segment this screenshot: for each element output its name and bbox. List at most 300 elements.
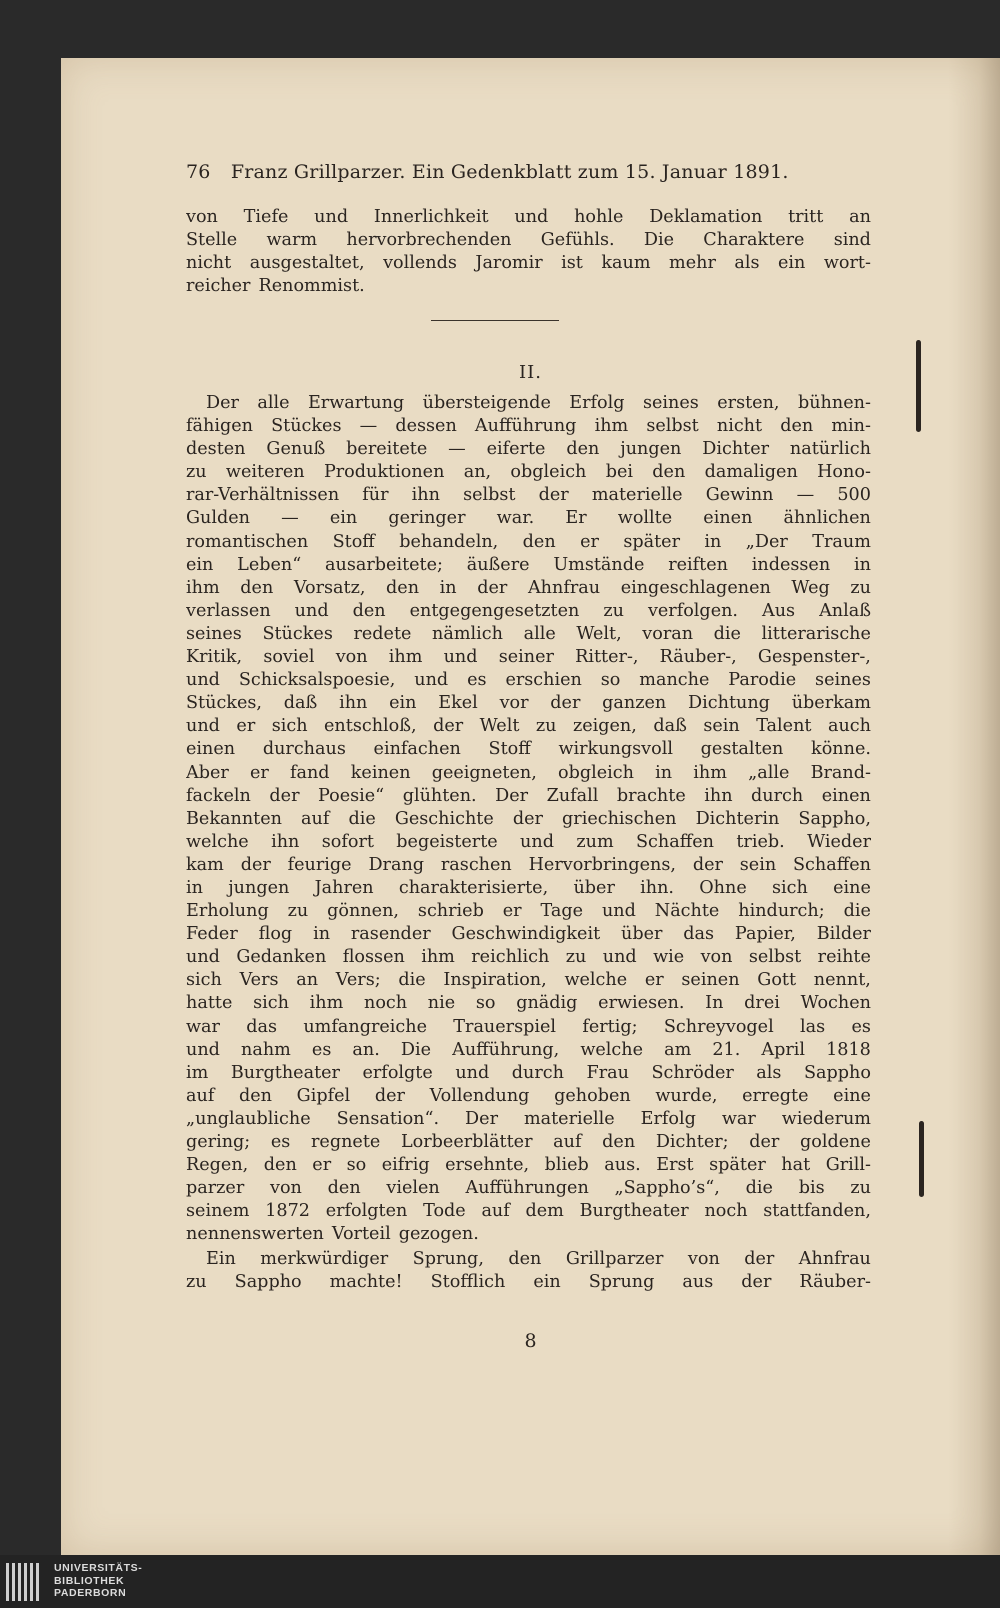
text-line: [186, 577, 871, 600]
word: sind: [833, 230, 871, 251]
word: ihn: [411, 485, 440, 506]
word: —: [359, 416, 378, 437]
word: Vorsatz,: [293, 577, 366, 598]
word: hohle: [574, 207, 624, 227]
word: übersteigende: [422, 393, 551, 413]
text-line: [186, 1085, 871, 1108]
text-line: [186, 692, 871, 715]
word: und: [601, 901, 636, 922]
word: könne.: [811, 739, 871, 760]
word: Stofflich: [430, 1272, 506, 1293]
word: Stelle: [186, 230, 238, 251]
word: aus.: [604, 1155, 641, 1176]
word: gezogen.: [398, 1224, 479, 1245]
word: und: [514, 207, 549, 227]
word: war: [186, 1016, 220, 1037]
word: ihm: [594, 416, 629, 437]
word: so: [475, 993, 496, 1014]
text-line: [186, 923, 871, 946]
word: Geschichte: [394, 808, 494, 829]
word: Dichterin: [695, 808, 780, 829]
word: sofort: [321, 831, 374, 852]
word: als: [734, 253, 760, 274]
signature-mark: 8: [524, 1330, 537, 1352]
word: zu: [287, 901, 309, 922]
word: es: [851, 1016, 871, 1037]
word: so: [346, 1155, 367, 1176]
word: einen: [186, 739, 236, 760]
word: 1818: [826, 1039, 871, 1060]
word: raschen: [440, 854, 512, 875]
word: eine: [833, 1085, 871, 1106]
word: wie: [653, 947, 685, 968]
word: war: [721, 1108, 756, 1129]
text-line: [186, 669, 871, 692]
word: Erholung: [186, 901, 269, 922]
word: ihn: [704, 785, 733, 806]
word: Vers: [239, 970, 279, 991]
word: Vers;: [335, 970, 381, 991]
word: es: [311, 1039, 332, 1060]
text-line: [186, 415, 871, 438]
word: Grill-: [825, 1155, 871, 1176]
word: Stückes: [271, 416, 342, 437]
text-line: [186, 738, 871, 761]
word: nie: [427, 993, 456, 1014]
word: am: [664, 1039, 692, 1060]
word: schrieb: [417, 901, 484, 922]
text-line: [186, 969, 871, 992]
word: ein: [186, 554, 214, 575]
word: Tode: [423, 1201, 466, 1222]
word: Aus: [762, 600, 796, 621]
word: den: [352, 600, 386, 621]
word: zu: [850, 1178, 871, 1199]
word: parzer: [186, 1178, 245, 1199]
word: der: [741, 1272, 772, 1293]
word: den: [240, 577, 274, 598]
word: in: [439, 577, 457, 598]
word: Gipfel: [296, 1085, 351, 1106]
word: und: [294, 600, 329, 621]
word: Der: [206, 393, 239, 413]
word: Gewinn: [705, 485, 774, 506]
word: Erfolg: [640, 1108, 696, 1129]
word: behandeln,: [399, 531, 499, 552]
word: gering;: [186, 1132, 251, 1152]
word: zum: [576, 831, 614, 852]
word: auf: [186, 1085, 215, 1106]
word: Erwartung: [307, 393, 405, 413]
word: er: [236, 716, 256, 737]
word: Nächte: [654, 901, 720, 922]
word: Genuß: [266, 439, 326, 460]
word: bis: [798, 1178, 825, 1199]
word: begeisterte: [396, 831, 498, 852]
paragraph-1: [186, 206, 871, 298]
word: der: [692, 854, 723, 875]
word: rasender: [350, 924, 431, 945]
word: Inspiration,: [443, 970, 547, 991]
word: Aufführung: [474, 416, 577, 437]
word: ihm: [421, 947, 455, 968]
word: den: [263, 1155, 297, 1176]
word: Ahnfrau: [527, 577, 601, 598]
word: nicht: [186, 253, 232, 274]
word: er: [644, 970, 664, 991]
word: der: [512, 808, 543, 829]
word: daß: [653, 716, 687, 737]
word: 500: [837, 485, 871, 506]
word: durch: [751, 785, 804, 806]
word: verfolgen.: [647, 600, 739, 621]
word: redete: [353, 623, 412, 644]
word: alle: [257, 393, 290, 413]
word: ein: [329, 508, 358, 529]
word: Erfolg: [569, 393, 625, 413]
binding-thread-bottom: [919, 1121, 924, 1197]
word: der: [477, 577, 508, 598]
word: Die: [643, 230, 675, 251]
word: Grillparzer: [565, 1249, 664, 1269]
word: in: [853, 554, 871, 575]
word: und: [186, 947, 220, 968]
word: 21.: [712, 1039, 741, 1060]
word: bei: [605, 462, 633, 483]
word: Der: [495, 785, 529, 806]
word: über: [573, 877, 615, 898]
word: gestalten: [700, 739, 784, 760]
word: nennenswerten: [186, 1224, 324, 1245]
word: seines: [815, 670, 871, 691]
word: „alle: [748, 762, 790, 783]
word: kam: [186, 854, 224, 875]
word: Sensation“.: [336, 1108, 440, 1129]
text-line: [186, 1062, 871, 1085]
word: die: [348, 808, 376, 829]
text-line: [186, 600, 871, 623]
text-line: [186, 1271, 871, 1294]
word: sich: [186, 970, 222, 991]
word: natürlich: [789, 439, 871, 460]
word: Gulden: [186, 508, 251, 529]
word: griechischen: [562, 808, 677, 829]
text-line: [186, 785, 871, 808]
word: glühten.: [402, 785, 477, 806]
word: Trauerspiel: [453, 1016, 557, 1037]
text-line: [186, 808, 871, 831]
word: —: [448, 439, 466, 460]
word: hervorbrechenden: [346, 230, 512, 251]
word: von: [270, 1178, 302, 1199]
word: Aber: [186, 762, 229, 783]
word: nicht: [716, 416, 763, 437]
word: von: [186, 207, 218, 227]
library-logo-icon: [6, 1563, 46, 1601]
binding-thread-top: [916, 340, 921, 432]
text-line: [186, 554, 871, 577]
word: Gefühls.: [540, 230, 615, 251]
word: Innerlichkeit: [373, 207, 489, 227]
word: der: [269, 785, 300, 806]
word: ähnlichen: [783, 508, 871, 529]
word: kaum: [601, 253, 651, 274]
word: erschien: [505, 670, 582, 691]
word: wiederum: [781, 1108, 871, 1129]
word: noch: [363, 993, 408, 1014]
word: merkwürdiger: [260, 1249, 389, 1269]
word: erregte: [742, 1085, 809, 1106]
word: der: [240, 854, 271, 875]
word: voran: [642, 623, 694, 644]
word: seiner: [498, 647, 554, 668]
word: Geschwindigkeit: [451, 924, 601, 945]
word: zu: [186, 462, 207, 483]
word: und: [602, 947, 637, 968]
word: aus: [682, 1272, 714, 1293]
word: Burgtheater: [579, 1201, 689, 1222]
text-line: [186, 206, 871, 229]
word: die: [745, 1178, 773, 1199]
word: seinen: [681, 970, 740, 991]
word: Anlaß: [819, 600, 871, 621]
word: reiften: [668, 554, 728, 575]
word: eifrig: [381, 1155, 430, 1176]
word: und: [186, 670, 220, 691]
logo-line-3: PADERBORN: [54, 1587, 127, 1599]
word: Dichter: [702, 439, 770, 460]
word: zu: [850, 577, 871, 598]
text-line: [186, 461, 871, 484]
logo-line-2: BIBLIOTHEK: [54, 1574, 125, 1587]
word: Schaffen: [793, 854, 871, 875]
word: hatte: [186, 993, 233, 1014]
word: feurige: [287, 854, 352, 875]
word: das: [246, 1016, 278, 1037]
text-line: [186, 1016, 871, 1039]
word: ein: [533, 1272, 561, 1293]
word: Leben“: [237, 554, 302, 575]
word: Weg: [791, 577, 830, 598]
word: bereitete: [346, 439, 428, 460]
word: materielle: [523, 1108, 615, 1129]
word: das: [683, 924, 715, 945]
word: ihm: [309, 993, 344, 1014]
word: warm: [266, 230, 318, 251]
word: obgleich: [558, 762, 634, 783]
word: Räuber-: [799, 1272, 871, 1293]
word: Renommist.: [258, 276, 365, 297]
word: Schaffen: [636, 831, 714, 852]
word: eiferte: [486, 439, 546, 460]
word: flog: [258, 924, 293, 945]
word: über: [621, 924, 663, 945]
word: welche: [564, 970, 628, 991]
word: Räuber-,: [659, 647, 737, 668]
word: April: [761, 1039, 806, 1060]
word: Ohne: [699, 877, 747, 898]
word: mehr: [669, 253, 716, 274]
word: stattfanden,: [763, 1201, 871, 1222]
word: der: [433, 716, 464, 737]
word: zu: [186, 1272, 207, 1293]
word: Schreyvogel: [663, 1016, 774, 1037]
word: vollends: [383, 253, 457, 274]
word: Vollendung: [429, 1085, 530, 1106]
word: an.: [352, 1039, 380, 1060]
word: Deklamation: [649, 207, 763, 227]
word: gnädig: [516, 993, 578, 1014]
word: Dichter;: [655, 1132, 729, 1152]
word: und: [455, 1062, 490, 1083]
word: in: [186, 877, 203, 898]
text-line: [186, 762, 871, 785]
word: vielen: [386, 1178, 440, 1199]
word: den: [652, 462, 686, 483]
running-header: [186, 161, 806, 183]
word: der: [744, 1249, 775, 1269]
word: daß: [283, 693, 318, 714]
word: durch: [511, 1062, 564, 1083]
word: später: [623, 531, 681, 552]
word: zu: [535, 716, 557, 737]
word: Sprung: [588, 1272, 655, 1293]
word: Sappho: [803, 1062, 871, 1083]
word: gönnen,: [327, 901, 400, 922]
word: welche: [580, 1039, 644, 1060]
text-line: [186, 1177, 871, 1200]
text-line: [186, 275, 871, 298]
word: sich: [253, 993, 289, 1014]
word: ihn.: [640, 877, 674, 898]
word: weiteren: [225, 462, 305, 483]
word: war.: [496, 508, 535, 529]
word: Hervorbringens,: [528, 854, 676, 875]
word: Wochen: [800, 993, 871, 1014]
word: Schicksalspoesie,: [238, 670, 396, 691]
word: Der: [465, 1108, 498, 1129]
word: dem: [525, 1201, 564, 1222]
word: reicher: [186, 276, 251, 297]
word: damaligen: [704, 462, 798, 483]
word: Traum: [812, 531, 871, 552]
word: Wieder: [807, 831, 871, 852]
page-number: 76: [186, 161, 211, 183]
text-line: [186, 438, 871, 461]
word: Welt,: [576, 623, 622, 644]
word: tritt: [788, 207, 824, 227]
word: der: [550, 693, 581, 714]
word: Kritik,: [186, 647, 243, 668]
word: den: [386, 577, 420, 598]
word: Burgtheater: [230, 1062, 340, 1083]
word: wort-: [823, 253, 871, 274]
word: Charaktere: [703, 230, 805, 251]
word: ihm: [388, 647, 423, 668]
word: litterarische: [761, 623, 871, 644]
word: —: [796, 485, 815, 506]
paragraph-2: [186, 392, 871, 1246]
word: regnete: [311, 1132, 381, 1152]
word: fähigen: [186, 416, 253, 437]
word: seinem: [186, 1201, 250, 1222]
word: so: [600, 670, 621, 691]
text-line: [186, 252, 871, 275]
word: Lorbeerblätter: [400, 1132, 533, 1152]
word: Papier,: [734, 924, 796, 945]
word: auf: [301, 808, 330, 829]
word: umfangreiche: [303, 1016, 427, 1037]
word: bühnen-: [797, 393, 871, 413]
word: Regen,: [186, 1155, 249, 1176]
word: auf: [481, 1201, 510, 1222]
word: Feder: [186, 924, 238, 945]
word: sich: [271, 716, 308, 737]
text-line: [186, 946, 871, 969]
text-line: [186, 1154, 871, 1177]
word: erfolgten: [325, 1201, 408, 1222]
word: und: [314, 207, 349, 227]
word: in: [313, 924, 331, 945]
text-line: [186, 1131, 871, 1154]
word: er: [312, 1155, 332, 1176]
word: welche: [186, 831, 249, 852]
word: keinen: [350, 762, 411, 783]
word: Welt: [479, 716, 520, 737]
word: er: [580, 531, 599, 552]
word: selbst: [646, 416, 699, 437]
word: Gott: [757, 970, 797, 991]
word: eingeschlagenen: [620, 577, 771, 598]
running-title: Franz Grillparzer. Ein Gedenkblatt zum 15. Januar 1891.: [230, 161, 789, 183]
paragraph-3: [186, 1248, 871, 1294]
word: sein: [703, 716, 740, 737]
word: zu: [565, 947, 587, 968]
word: ein: [389, 693, 417, 714]
word: als: [756, 1062, 782, 1083]
word: Jahren: [314, 877, 374, 898]
text-line: [186, 507, 871, 530]
word: vor: [499, 693, 529, 714]
word: den: [602, 1132, 636, 1152]
word: jungen: [620, 439, 682, 460]
word: den: [327, 1178, 361, 1199]
word: auch: [827, 716, 871, 737]
word: ist: [561, 253, 583, 274]
word: drei: [744, 993, 780, 1014]
word: Aufführung,: [452, 1039, 560, 1060]
text-line: [186, 392, 871, 415]
word: ihn: [339, 693, 368, 714]
word: Erst: [656, 1155, 694, 1176]
word: nämlich: [432, 623, 503, 644]
word: flossen: [342, 947, 405, 968]
word: machte!: [329, 1272, 403, 1293]
word: ersten,: [717, 393, 780, 413]
word: der: [538, 485, 569, 506]
word: nennt,: [813, 970, 871, 991]
section-heading: II.: [519, 362, 542, 383]
word: im: [186, 1062, 209, 1083]
word: Aufführungen: [465, 1178, 589, 1199]
word: Ritter-,: [575, 647, 639, 668]
word: sein: [739, 854, 777, 875]
word: wurde,: [655, 1085, 718, 1106]
word: Frau: [586, 1062, 629, 1083]
word: erfolgte: [362, 1062, 433, 1083]
word: Bilder: [816, 924, 871, 945]
word: gehoben: [554, 1085, 631, 1106]
